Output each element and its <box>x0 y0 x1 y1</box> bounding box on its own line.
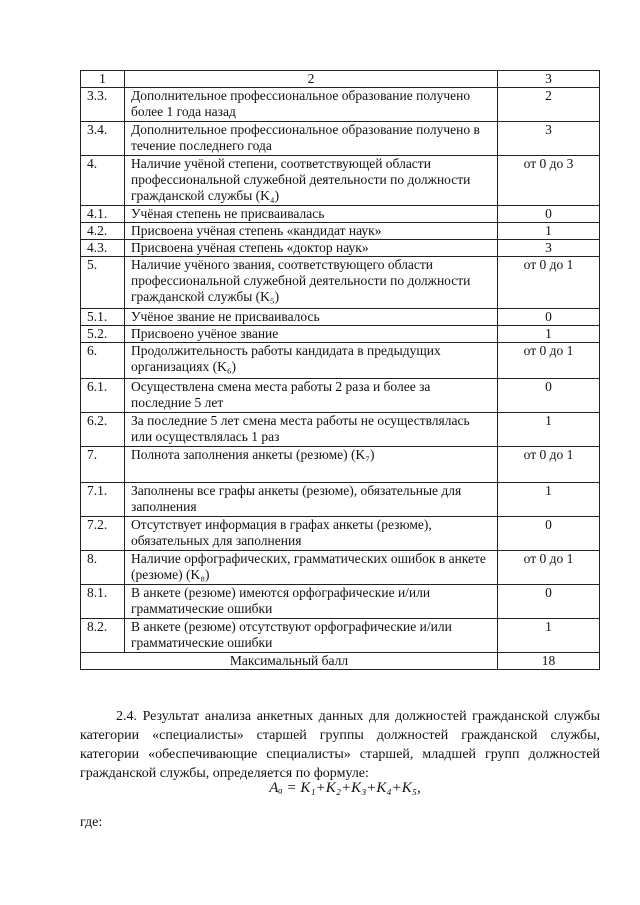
table-row <box>81 379 600 413</box>
row-criterion: Полнота заполнения анкеты (резюме) (K₇) <box>125 447 498 483</box>
where-label: где: <box>80 815 103 830</box>
row-criterion: Присвоена учёная степень «доктор наук» <box>125 240 498 257</box>
row-number: 8. <box>81 551 125 585</box>
row-criterion: В анкете (резюме) отсутствуют орфографические и/или грамматические ошибки <box>125 619 498 653</box>
row-points: 1 <box>498 619 600 653</box>
table-row <box>81 156 600 206</box>
table-row <box>81 343 600 379</box>
row-points: от 0 до 1 <box>498 343 600 379</box>
row-criterion: В анкете (резюме) имеются орфографические и/или грамматические ошибки <box>125 585 498 619</box>
table-row <box>81 257 600 309</box>
table-row <box>81 517 600 551</box>
table-row <box>81 309 600 326</box>
row-points: от 0 до 3 <box>498 156 600 206</box>
row-number: 7. <box>81 447 125 483</box>
row-number: 6.2. <box>81 413 125 447</box>
row-points: 0 <box>498 206 600 223</box>
row-points: от 0 до 1 <box>498 447 600 483</box>
row-points: 0 <box>498 379 600 413</box>
table-row <box>81 619 600 653</box>
row-number: 7.1. <box>81 483 125 517</box>
row-number: 3.3. <box>81 88 125 122</box>
total-value: 18 <box>498 653 600 670</box>
row-points: 0 <box>498 585 600 619</box>
table-row <box>81 122 600 156</box>
table-header-row <box>81 71 600 88</box>
row-criterion: Наличие орфографических, грамматических ошибок в анкете (резюме) (K₈) <box>125 551 498 585</box>
header-col-number: 1 <box>81 71 125 88</box>
row-number: 4.2. <box>81 223 125 240</box>
row-points: 1 <box>498 326 600 343</box>
table-row <box>81 240 600 257</box>
table-row <box>81 483 600 517</box>
row-number: 8.2. <box>81 619 125 653</box>
row-points: от 0 до 1 <box>498 257 600 309</box>
row-number: 5.1. <box>81 309 125 326</box>
row-number: 4.1. <box>81 206 125 223</box>
row-criterion: Заполнены все графы анкеты (резюме), обязательные для заполнения <box>125 483 498 517</box>
row-points: 1 <box>498 483 600 517</box>
row-criterion: Присвоена учёная степень «кандидат наук» <box>125 223 498 240</box>
table-row <box>81 585 600 619</box>
total-label: Максимальный балл <box>81 653 498 670</box>
row-criterion: Наличие учёной степени, соответствующей области профессиональной служебной деятельности по должности гражданской службы (K₄) <box>125 156 498 206</box>
row-number: 5.2. <box>81 326 125 343</box>
row-number: 4. <box>81 156 125 206</box>
table-row <box>81 413 600 447</box>
criteria-table <box>80 70 600 670</box>
row-criterion: Присвоено учёное звание <box>125 326 498 343</box>
row-criterion: За последние 5 лет смена места работы не осуществлялась или осуществлялась 1 раз <box>125 413 498 447</box>
row-criterion: Учёное звание не присваивалось <box>125 309 498 326</box>
paragraph-2-4: 2.4. Результат анализа анкетных данных для должностей гражданской службы категории «специалисты» старшей группы должностей гражданской службы, категории «обеспечивающие специалисты» старшей, младшей групп должностей гражданской службы, определяется по формуле: <box>80 709 600 781</box>
header-col-points: 3 <box>498 71 600 88</box>
table-total-row <box>81 653 600 670</box>
row-criterion: Дополнительное профессиональное образование получено в течение последнего года <box>125 122 498 156</box>
row-criterion: Осуществлена смена места работы 2 раза и более за последние 5 лет <box>125 379 498 413</box>
row-criterion: Учёная степень не присваивалась <box>125 206 498 223</box>
row-points: 1 <box>498 413 600 447</box>
row-criterion: Дополнительное профессиональное образование получено более 1 года назад <box>125 88 498 122</box>
row-criterion: Наличие учёного звания, соответствующего области профессиональной служебной деятельности по должности гражданской службы (K₅) <box>125 257 498 309</box>
row-number: 3.4. <box>81 122 125 156</box>
row-points: 3 <box>498 122 600 156</box>
row-points: 1 <box>498 223 600 240</box>
table-row <box>81 88 600 122</box>
header-col-criterion: 2 <box>125 71 498 88</box>
table-row <box>81 551 600 585</box>
row-points: 3 <box>498 240 600 257</box>
formula: Aₐ = K₁+K₂+K₃+K₄+K₅, <box>269 780 421 796</box>
row-number: 8.1. <box>81 585 125 619</box>
row-points: от 0 до 1 <box>498 551 600 585</box>
row-number: 6. <box>81 343 125 379</box>
row-points: 0 <box>498 309 600 326</box>
row-number: 5. <box>81 257 125 309</box>
criteria-table-body <box>81 71 600 670</box>
row-number: 7.2. <box>81 517 125 551</box>
row-points: 0 <box>498 517 600 551</box>
row-number: 4.3. <box>81 240 125 257</box>
row-criterion: Отсутствует информация в графах анкеты (резюме), обязательных для заполнения <box>125 517 498 551</box>
row-criterion: Продолжительность работы кандидата в предыдущих организациях (K₆) <box>125 343 498 379</box>
row-number: 6.1. <box>81 379 125 413</box>
table-row <box>81 447 600 483</box>
table-row <box>81 326 600 343</box>
table-row <box>81 206 600 223</box>
row-points: 2 <box>498 88 600 122</box>
table-row <box>81 223 600 240</box>
